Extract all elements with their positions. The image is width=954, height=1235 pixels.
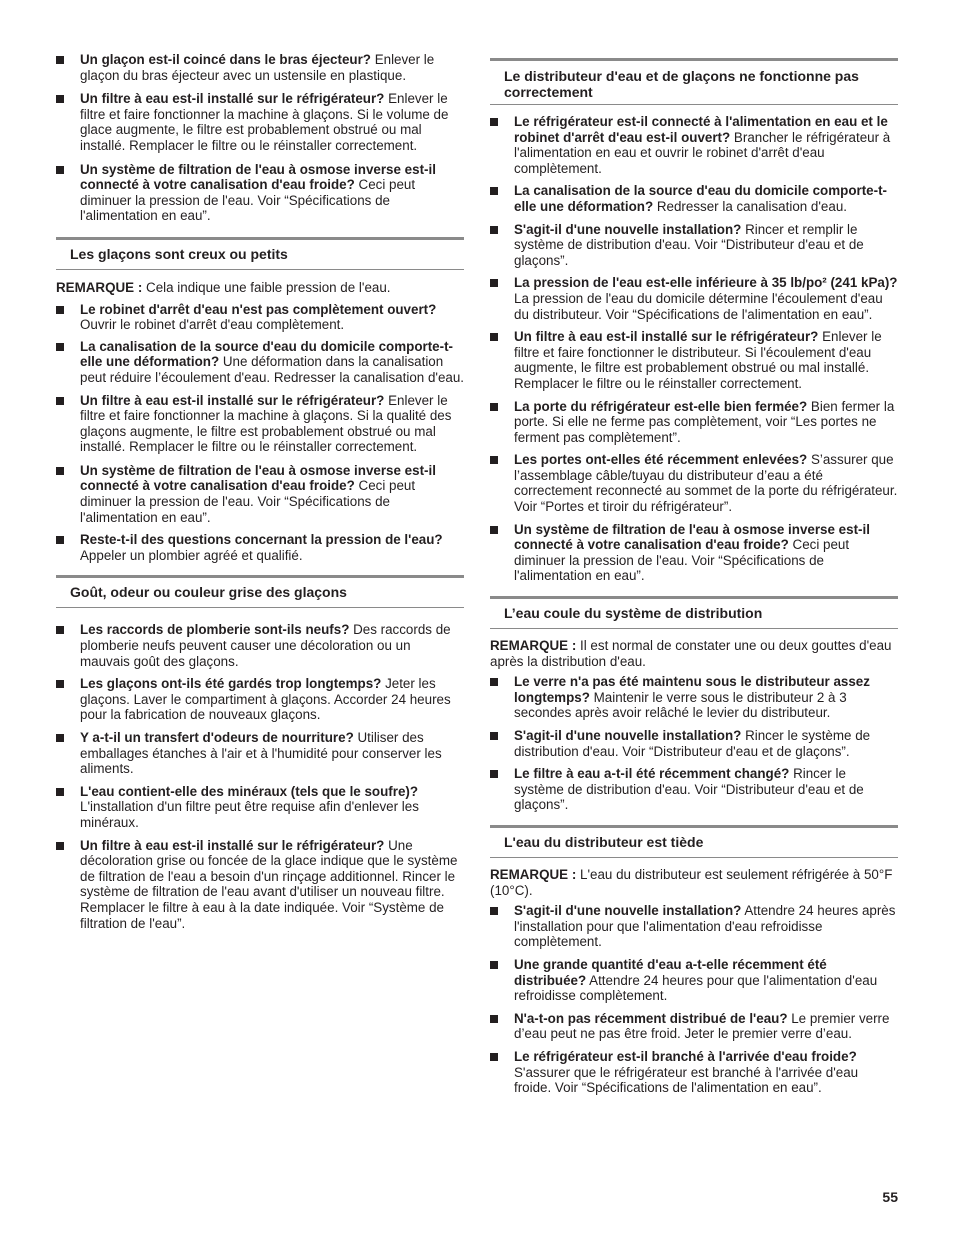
intro-list [56,52,464,224]
remark-label: REMARQUE : [56,279,143,295]
item-answer: La pression de l'eau du domicile détermine l'écoulement d'eau du distributeur. Voir “Spécifications de l'alimentation en eau”. [514,290,883,322]
item-answer: Ceci peut diminuer la pression de l'eau. Voir “Spécifications de l'alimentation en eau”. [514,537,850,584]
item-answer: Ouvrir le robinet d'arrêt d'eau complètement. [80,317,345,333]
list-item [56,676,464,723]
list-item [490,903,898,950]
right-column [490,58,898,1096]
square-bullet-icon [490,732,498,740]
list-item [490,1011,898,1042]
list-item [490,957,898,1004]
square-bullet-icon [56,680,64,688]
square-bullet-icon [56,467,64,475]
item-answer: Enlever le filtre et faire fonctionner la machine à glaçons. Si le volume de glace augmente, le filtre est probablement obstrué ou mal installé. Remplacer le filtre ou le réinstaller correctement. [80,91,449,153]
list-item [490,522,898,584]
item-question: Les glaçons ont-ils été gardés trop longtemps? [80,676,382,692]
list-item [490,399,898,446]
section-list [490,903,898,1096]
item-question: L'eau contient-elle des minéraux (tels que le soufre)? [80,783,419,799]
square-bullet-icon [56,343,64,351]
item-answer: Ceci peut diminuer la pression de l'eau. Voir “Spécifications de l'alimentation en eau”. [80,478,416,525]
section-heading: L'eau du distributeur est tiède [490,825,898,858]
list-item [490,452,898,514]
square-bullet-icon [490,226,498,234]
list-item [56,532,464,563]
item-answer: Jeter les glaçons. Laver le compartiment à glaçons. Accorder 24 heures pour la fabrication de nouveaux glaçons. [80,676,451,723]
item-answer: L'installation d'un filtre peut être requise afin d'enlever les minéraux. [80,799,419,830]
list-item [56,91,464,153]
square-bullet-icon [56,536,64,544]
item-answer: Des raccords de plomberie neufs peuvent causer une décoloration ou un mauvais goût des glaçons. [80,622,451,669]
item-answer: S'assurer que le réfrigérateur est branché à l'arrivée d'eau froide. Voir “Spécifications de l'alimentation en eau”. [514,1064,859,1096]
item-question: S'agit-il d'une nouvelle installation? [514,903,742,919]
list-item [490,329,898,391]
item-answer: Le premier verre d’eau peut ne pas être froid. Jeter le premier verre d’eau. [514,1010,890,1042]
item-question: Reste-t-il des questions concernant la pression de l'eau? [80,532,443,548]
list-item [56,52,464,83]
square-bullet-icon [56,95,64,103]
square-bullet-icon [56,56,64,64]
item-answer: Une décoloration grise ou foncée de la glace indique que le système de filtration de l'eau a besoin d'un rinçage additionnel. Rincer le système de filtration de l'eau avant d'utiliser un nouveau filtre. Remplacer le filtre à eau à la date indiquée. Voir “Système de filtration de l'eau”. [80,837,458,931]
list-item [56,463,464,525]
item-question: Un système de filtration de l'eau à osmose inverse est-il connecté à votre canalisation d'eau froide? [80,462,436,494]
square-bullet-icon [490,403,498,411]
list-item [490,766,898,813]
item-answer: Enlever le glaçon du bras éjecteur avec un ustensile en plastique. [80,52,435,83]
item-question: Le réfrigérateur est-il connecté à l'alimentation en eau et le robinet d'arrêt d'eau est-il ouvert? [514,114,888,145]
item-answer: Utiliser des emballages étanches à l'air et à l'humidité pour conserver les aliments. [80,730,442,777]
list-item [490,222,898,269]
square-bullet-icon [490,456,498,464]
section-list [56,302,464,564]
item-answer: Une déformation dans la canalisation peut réduire l’écoulement d'eau. Redresser la canalisation d'eau. [80,354,465,385]
square-bullet-icon [56,734,64,742]
page-number: 55 [882,1189,898,1205]
item-answer: Bien fermer la porte. Si elle ne ferme pas complètement, voir “Les portes ne ferment pas complètement”. [514,398,895,445]
list-item [56,393,464,455]
list-item [490,674,898,721]
item-answer: Enlever le filtre et faire fonctionner le distributeur. Si l'écoulement d'eau augmente, le filtre est probablement obstrué ou mal installé. Remplacer le filtre ou le réinstaller correctement. [514,329,882,391]
item-question: Un filtre à eau est-il installé sur le réfrigérateur? [80,837,385,853]
item-question: La canalisation de la source d'eau du domicile comporte-t-elle une déformation? [80,338,453,370]
item-answer: Attendre 24 heures pour que l'alimentation d'eau refroidisse complètement. [514,972,878,1004]
square-bullet-icon [490,118,498,126]
square-bullet-icon [490,678,498,686]
item-answer: Ceci peut diminuer la pression de l'eau. Voir “Spécifications de l'alimentation en eau”. [80,177,416,224]
square-bullet-icon [56,842,64,850]
list-item [490,114,898,176]
item-question: Y a-t-il un transfert d'odeurs de nourriture? [80,730,354,745]
list-item [56,302,464,333]
remark-note [490,867,898,898]
item-answer: Rincer le système de distribution d'eau. Voir “Distributeur d'eau et de glaçons”. [514,728,871,759]
list-item [56,838,464,932]
item-question: S'agit-il d'une nouvelle installation? [514,221,742,237]
item-question: Le verre n'a pas été maintenu sous le distributeur assez longtemps? [514,674,870,705]
item-answer: Rincer le système de distribution d'eau. Voir “Distributeur d'eau et de glaçons”. [514,766,864,813]
square-bullet-icon [490,187,498,195]
item-question: Une grande quantité d'eau a-t-elle récemment été distribuée? [514,956,827,988]
square-bullet-icon [56,306,64,314]
remark-label: REMARQUE : [490,866,577,882]
section-heading: L’eau coule du système de distribution [490,596,898,629]
section-heading: Le distributeur d'eau et de glaçons ne fonctionne pas correctement [490,58,898,105]
remark-text: Cela indique une faible pression de l'eau. [142,279,391,295]
remark-text: L'eau du distributeur est seulement réfrigérée à 50°F (10°C). [490,866,893,898]
square-bullet-icon [490,1015,498,1023]
item-answer: Maintenir le verre sous le distributeur 2 à 3 secondes après avoir relâché le levier du distributeur. [514,689,847,721]
square-bullet-icon [490,770,498,778]
item-answer: Attendre 24 heures après l'installation pour que l'alimentation d'eau refroidisse complètement. [514,903,896,950]
square-bullet-icon [56,788,64,796]
remark-note [56,280,464,296]
square-bullet-icon [56,397,64,405]
list-item [490,183,898,214]
item-question: Un glaçon est-il coincé dans le bras éjecteur? [80,52,371,67]
item-question: Un système de filtration de l'eau à osmose inverse est-il connecté à votre canalisation d'eau froide? [514,521,870,553]
item-question: Un système de filtration de l'eau à osmose inverse est-il connecté à votre canalisation d'eau froide? [80,161,436,193]
list-item [56,784,464,831]
item-answer: Enlever le filtre et faire fonctionner la machine à glaçons. Si la qualité des glaçons augmente, le filtre est probablement obstrué ou mal installé. Remplacer le filtre ou le réinstaller correctement. [80,392,452,455]
item-question: Les raccords de plomberie sont-ils neufs? [80,622,350,638]
item-question: Le robinet d'arrêt d'eau n'est pas complètement ouvert? [80,301,437,317]
item-question: Le filtre à eau a-t-il été récemment changé? [514,766,790,782]
list-item [56,162,464,224]
section-list [490,114,898,584]
item-answer: Appeler un plombier agréé et qualifié. [80,547,303,563]
item-question: Le réfrigérateur est-il branché à l'arrivée d'eau froide? [514,1048,857,1064]
item-question: La porte du réfrigérateur est-elle bien fermée? [514,398,808,414]
square-bullet-icon [490,907,498,915]
item-question: Un filtre à eau est-il installé sur le réfrigérateur? [80,392,385,408]
item-answer: Redresser la canalisation d'eau. [653,198,847,214]
list-item [490,728,898,759]
item-question: S'agit-il d'une nouvelle installation? [514,728,742,743]
list-item [490,1049,898,1096]
square-bullet-icon [490,961,498,969]
item-answer: Brancher le réfrigérateur à l'alimentation en eau et ouvrir le robinet d'arrêt d'eau complètement. [514,129,891,176]
item-answer: S’assurer que l’assemblage câble/tuyau du distributeur d’eau a été correctement reconnecté au sommet de la porte du réfrigérateur. Voir “Portes et tiroir du réfrigérateur”. [514,452,898,515]
item-question: Un filtre à eau est-il installé sur le réfrigérateur? [80,91,385,107]
item-question: Un filtre à eau est-il installé sur le réfrigérateur? [514,329,819,345]
item-answer: Rincer et remplir le système de distribution d'eau. Voir “Distributeur d'eau et de glaçons”. [514,221,864,268]
item-question: N'a-t-on pas récemment distribué de l'eau? [514,1010,788,1026]
list-item [56,339,464,386]
square-bullet-icon [490,1053,498,1061]
list-item [490,275,898,322]
item-question: La canalisation de la source d'eau du domicile comporte-t-elle une déformation? [514,183,887,214]
remark-text: Il est normal de constater une ou deux gouttes d'eau après la distribution d'eau. [490,638,892,669]
remark-label: REMARQUE : [490,638,577,654]
list-item [56,730,464,777]
square-bullet-icon [490,279,498,287]
square-bullet-icon [56,166,64,174]
item-question: Les portes ont-elles été récemment enlevées? [514,452,808,468]
section-heading: Goût, odeur ou couleur grise des glaçons [56,575,464,608]
section-heading: Les glaçons sont creux ou petits [56,237,464,270]
section-list [490,674,898,813]
section-list [56,622,464,931]
list-item [56,622,464,669]
square-bullet-icon [56,626,64,634]
remark-note [490,638,898,669]
square-bullet-icon [490,526,498,534]
item-question: La pression de l'eau est-elle inférieure à 35 lb/po² (241 kPa)? [514,275,898,291]
left-column [56,52,464,931]
square-bullet-icon [490,333,498,341]
